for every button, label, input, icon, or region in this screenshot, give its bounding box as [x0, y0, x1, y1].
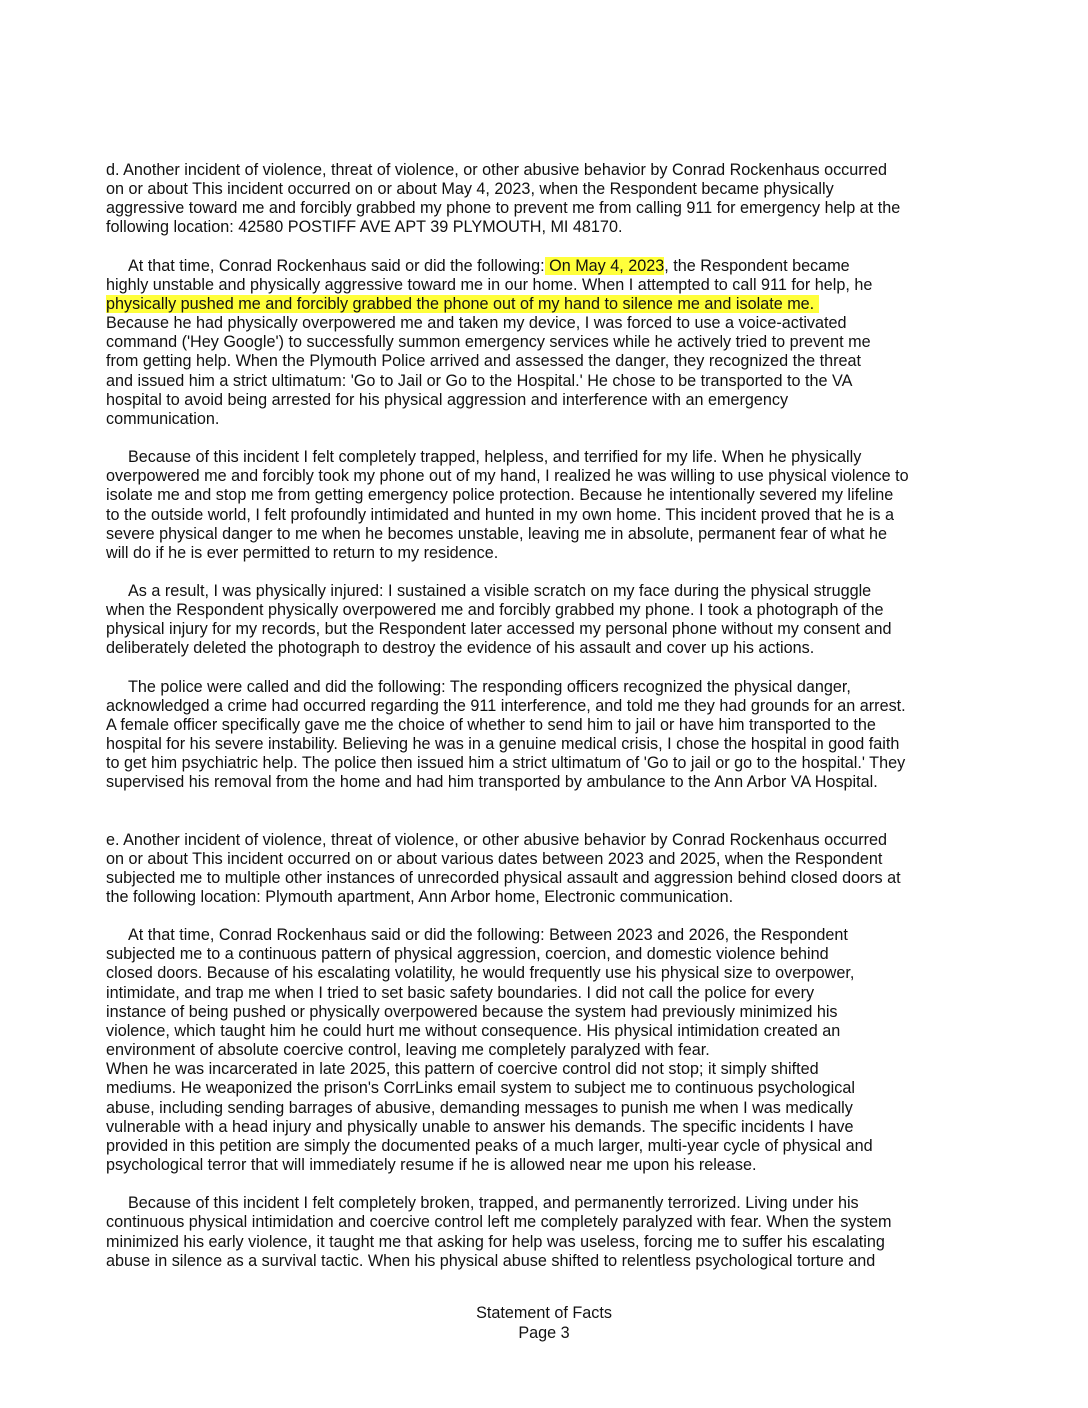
text-line: closed doors. Because of his escalating volatility, he would frequently use his physical size to overpower, — [106, 964, 855, 983]
text-line: psychological terror that will immediately resume if he is allowed near me upon his release. — [106, 1156, 757, 1175]
text-line: physical injury for my records, but the Respondent later accessed my personal phone without my consent and — [106, 620, 892, 639]
incident-d-police — [106, 678, 991, 793]
page-footer — [0, 1303, 1088, 1343]
incident-d-felt — [106, 448, 991, 563]
incident-d-said — [106, 257, 991, 429]
incident-d-intro — [106, 161, 991, 238]
text-line — [106, 257, 991, 276]
text-line: to the outside world, I felt profoundly intimidated and hunted in my own home. This incident proved that he is a — [106, 505, 894, 524]
text-line — [106, 295, 991, 314]
text-line: from getting help. When the Plymouth Police arrived and assessed the danger, they recognized the threat — [106, 352, 861, 371]
text-line: vulnerable with a head injury and physically unable to answer his demands. The specific incidents I have — [106, 1117, 854, 1136]
incident-e-felt — [106, 1194, 991, 1271]
incident-d-injured — [106, 582, 991, 659]
said-after-date: , the Respondent became — [664, 256, 850, 275]
text-line: As a result, I was physically injured: I sustained a visible scratch on my face during the physical struggle — [128, 581, 872, 600]
text-line: provided in this petition are simply the documented peaks of a much larger, multi-year cycle of physical and — [106, 1136, 873, 1155]
text-line: to get him psychiatric help. The police then issued him a strict ultimatum of 'Go to jail or go to the hospital.' They — [106, 754, 906, 773]
highlighted-date: On May 4, 2023 — [544, 256, 665, 275]
text-line: abuse, including sending barrages of abusive, demanding messages to punish me when I was medically — [106, 1098, 853, 1117]
incident-e-said — [106, 926, 991, 1175]
text-line: When he was incarcerated in late 2025, this pattern of coercive control did not stop; it simply shifted — [106, 1060, 819, 1079]
text-line: continuous physical intimidation and coercive control left me completely paralyzed with fear. When the system — [106, 1213, 892, 1232]
text-line: e. Another incident of violence, threat of violence, or other abusive behavior by Conrad Rockenhaus occurred — [106, 830, 888, 849]
text-line: hospital to avoid being arrested for his physical aggression and interference with an emergency — [106, 390, 789, 409]
text-line: communication. — [106, 409, 220, 428]
text-line: violence, which taught him he could hurt me without consequence. His physical intimidation created an — [106, 1021, 841, 1040]
text-line: Because he had physically overpowered me and taken my device, I was forced to use a voice-activated — [106, 314, 847, 333]
text-line: minimized his early violence, it taught me that asking for help was useless, forcing me to suffer his escalating — [106, 1232, 885, 1251]
text-line: Because of this incident I felt completely broken, trapped, and permanently terrorized. Living under his — [128, 1194, 859, 1213]
text-line: command ('Hey Google') to successfully summon emergency services while he actively tried to prevent me — [106, 333, 871, 352]
text-line: isolate me and stop me from getting emergency police protection. Because he intentionally severed my lifeline — [106, 486, 894, 505]
text-line: overpowered me and forcibly took my phone out of my hand, I realized he was willing to use physical violence to — [106, 467, 909, 486]
text-line: on or about This incident occurred on or about May 4, 2023, when the Respondent became physically — [106, 180, 834, 199]
text-line: and issued him a strict ultimatum: 'Go to Jail or Go to the Hospital.' He chose to be transported to the VA — [106, 371, 853, 390]
footer-title: Statement of Facts — [476, 1304, 612, 1322]
text-line: severe physical danger to me when he becomes unstable, leaving me in absolute, permanent fear of what he — [106, 524, 888, 543]
text-line: subjected me to a continuous pattern of physical aggression, coercion, and domestic violence behind — [106, 945, 829, 964]
text-line: environment of absolute coercive control, leaving me completely paralyzed with fear. — [106, 1041, 710, 1060]
text-line: mediums. He weaponized the prison's CorrLinks email system to subject me to continuous psychological — [106, 1079, 855, 1098]
text-line: deliberately deleted the photograph to destroy the evidence of his assault and cover up his actions. — [106, 639, 815, 658]
highlighted-sentence: physically pushed me and forcibly grabbed the phone out of my hand to silence me and isolate me. — [106, 294, 819, 313]
incident-e-intro — [106, 831, 991, 908]
text-line: following location: 42580 POSTIFF AVE APT 39 PLYMOUTH, MI 48170. — [106, 218, 623, 237]
text-line: instance of being pushed or physically overpowered because the system had previously minimized his — [106, 1002, 838, 1021]
text-line: At that time, Conrad Rockenhaus said or did the following: Between 2023 and 2026, the Respondent — [128, 926, 848, 945]
text-line: supervised his removal from the home and had him transported by ambulance to the Ann Arbor VA Hospital. — [106, 773, 878, 792]
text-line: the following location: Plymouth apartment, Ann Arbor home, Electronic communication. — [106, 888, 734, 906]
text-line: subjected me to multiple other instances of unrecorded physical assault and aggression behind closed doors at — [106, 868, 901, 887]
text-line: abuse in silence as a survival tactic. When his physical abuse shifted to relentless psychological torture and — [106, 1251, 876, 1270]
text-line: A female officer specifically gave me the choice of whether to send him to jail or have him transported to the — [106, 715, 876, 734]
text-line: highly unstable and physically aggressive toward me in our home. When I attempted to call 911 for help, he — [106, 275, 873, 294]
text-line: intimidate, and trap me when I tried to set basic safety boundaries. I did not call the police for every — [106, 983, 815, 1002]
page-number: Page 3 — [518, 1324, 570, 1342]
text-line: on or about This incident occurred on or about various dates between 2023 and 2025, when the Respondent — [106, 849, 883, 868]
text-line: d. Another incident of violence, threat of violence, or other abusive behavior by Conrad Rockenhaus occurred — [106, 161, 888, 179]
text-line: when the Respondent physically overpowered me and forcibly grabbed my phone. I took a photograph of the — [106, 601, 884, 620]
text-line: acknowledged a crime had occurred regarding the 911 interference, and told me they had grounds for an arrest. — [106, 696, 906, 715]
document-body — [106, 161, 991, 1290]
text-line: aggressive toward me and forcibly grabbed my phone to prevent me from calling 911 for emergency help at the — [106, 199, 901, 218]
text-line: will do if he is ever permitted to return to my residence. — [106, 543, 499, 562]
text-line: Because of this incident I felt completely trapped, helpless, and terrified for my life. When he physically — [128, 448, 862, 467]
text-line: hospital for his severe instability. Believing he was in a genuine medical crisis, I chose the hospital in good faith — [106, 735, 900, 754]
text-line: The police were called and did the following: The responding officers recognized the physical danger, — [128, 677, 851, 696]
said-lead: At that time, Conrad Rockenhaus said or did the following: — [128, 256, 545, 275]
